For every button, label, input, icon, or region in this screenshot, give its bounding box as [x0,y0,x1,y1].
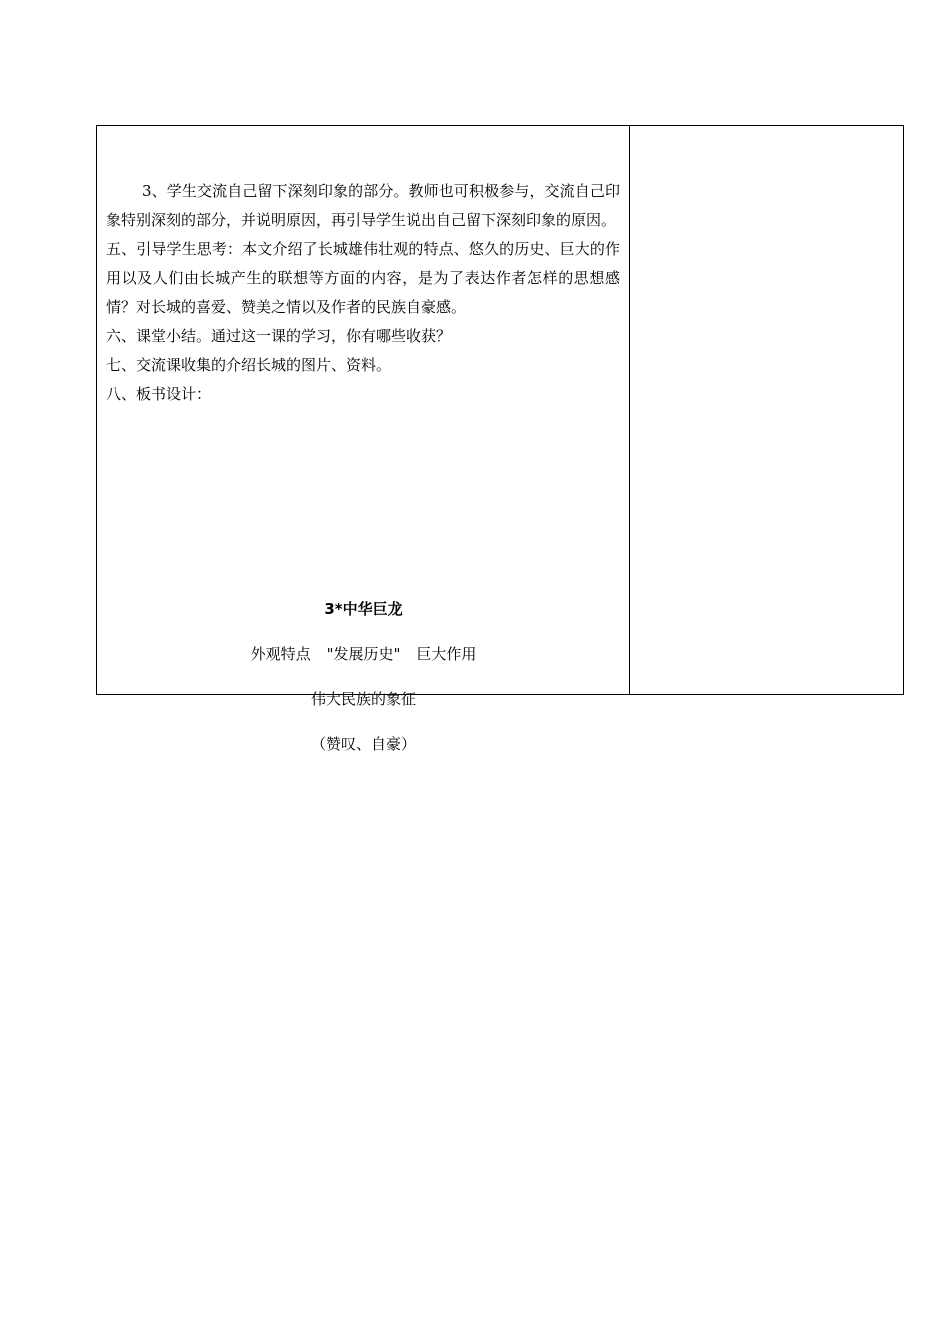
board-items [97,643,630,664]
content-cell [97,126,630,753]
board-theme: 伟大民族的象征 [310,690,416,708]
board-item-history: "发展历史" [326,645,401,663]
lesson-table [96,125,904,753]
board-item-appearance: 外观特点 [250,645,311,663]
notes-cell [630,126,903,694]
paragraph-step-3: 3、学生交流自己留下深刻印象的部分。教师也可积极参与，交流自己印象特别深刻的部分，并说明原因，再引导学生说出自己留下深刻印象的原因。 [106,182,620,229]
lesson-content [106,177,620,409]
board-title: 3*中华巨龙 [324,600,403,618]
paragraph-step-7: 七、交流课收集的介绍长城的图片、资料。 [106,356,392,374]
paragraph-step-6: 六、课堂小结。通过这一课的学习，你有哪些收获？ [106,327,452,345]
paragraph-step-8: 八、板书设计： [106,385,212,403]
board-item-function: 巨大作用 [416,645,477,663]
paragraph-step-5: 五、引导学生思考：本文介绍了长城雄伟壮观的特点、悠久的历史、巨大的作用以及人们由长城产生的联想等方面的内容，是为了表达作者怎样的思想感情？对长城的喜爱、赞美之情以及作者的民族自豪感。 [106,240,620,316]
board-feeling: （赞叹、自豪） [310,735,416,753]
